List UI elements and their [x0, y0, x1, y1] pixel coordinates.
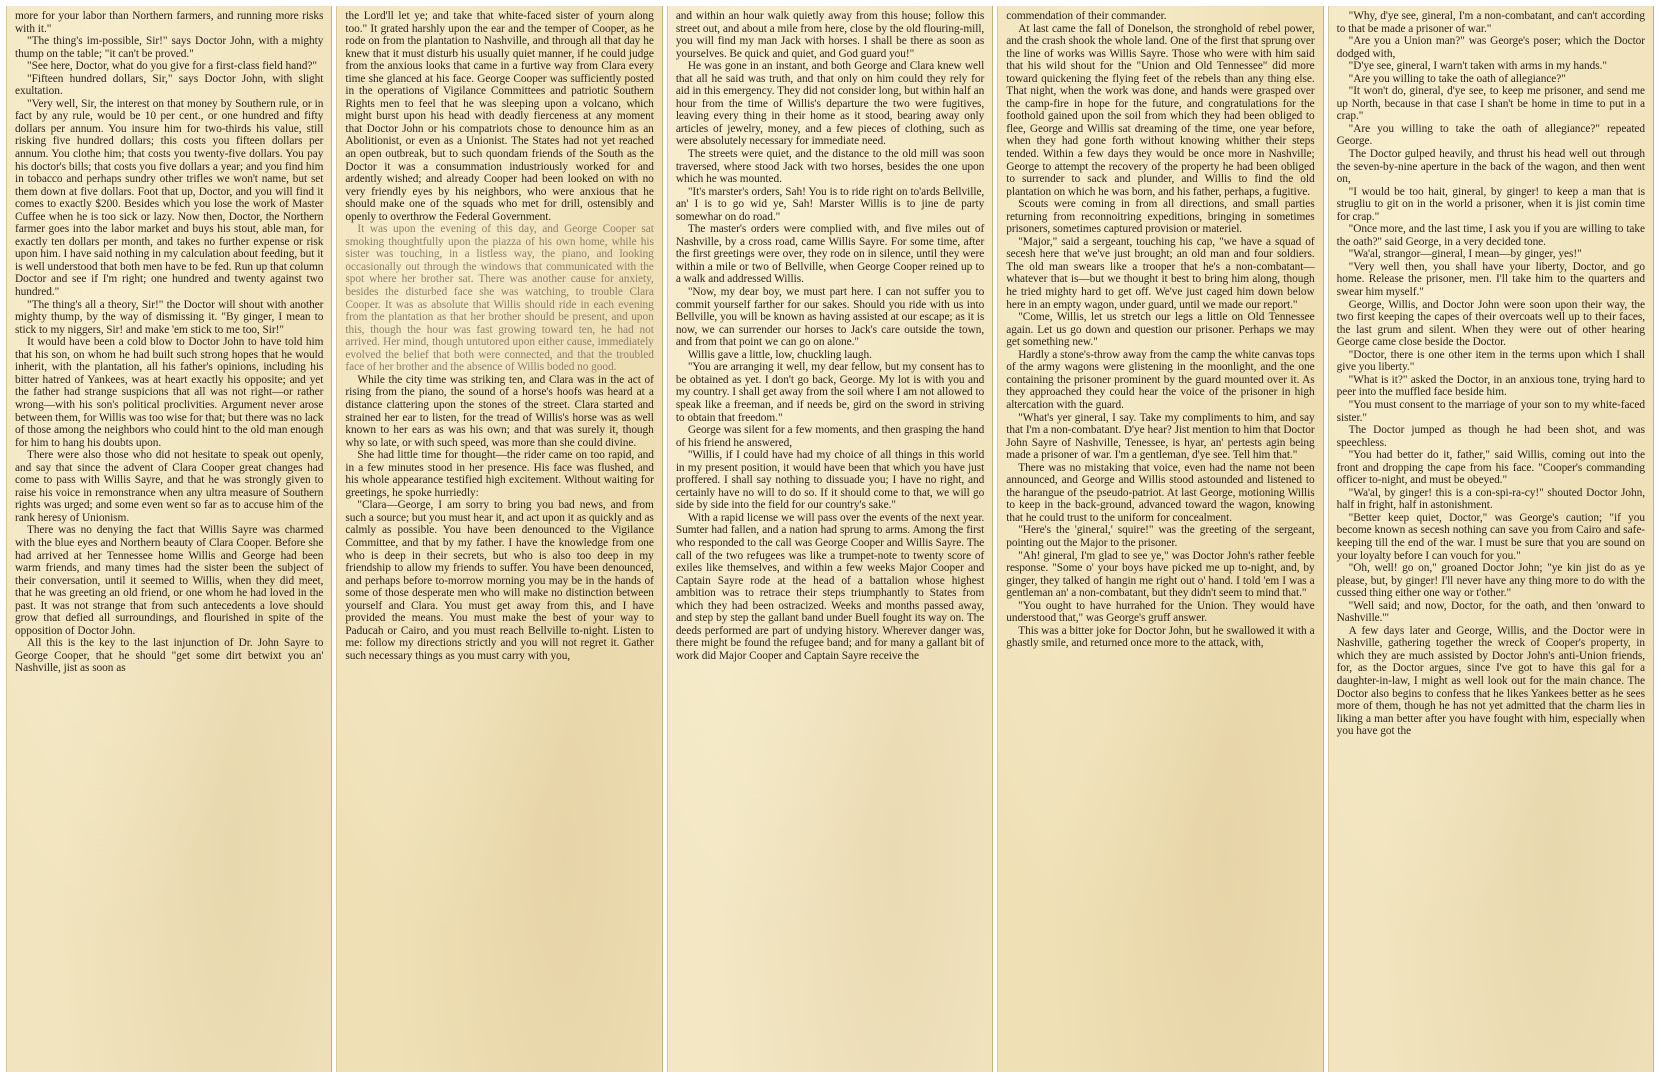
paragraph: "You are arranging it well, my dear fellow, but my consent has to be obtained as yet. I don't go back, George. My lot is with you and my country. I shall get away from the soil where I am not allowed to speak like a freeman, and if needs be, gird on the sword in striving to obtain that freedom." [675, 361, 985, 424]
paragraph: "You must consent to the marriage of your son to my white-faced sister." [1336, 398, 1646, 424]
paragraph: "It's marster's orders, Sah! You is to ride right on to'ards Bellville, an' I is to go wid ye, Sah! Marster Willis is to jine de party somewhar on do road." [675, 185, 985, 223]
paragraph: "You had better do it, father," said Willis, coming out into the front and dropping the cape from his face. "Cooper's commanding officer to-night, and must be obeyed." [1336, 449, 1646, 487]
paragraph: At last came the fall of Donelson, the stronghold of rebel power, and the crash shook the whole land. One of the first that sprung over the line of works was Willis Sayre. Those who were with him said that his wild shout for the "Union and Old Tennessee" did more toward quickening the flying feet of the rebels than any thing else. That night, when the work was done, and hands were grasped over the camp-fire in hope for the future, and congratulations for the foothold gained upon the soil from which they had been obliged to flee, George and Willis sat dreaming of the time, one year before, when they had gone forth without knowing whither their steps tended. Within a few days they would be once more in Nashville; George to attempt the recovery of the property he had been obliged to surrender to sack and plunder, and Willis to find the old plantation on which he was born, and his father, perhaps, a fugitive. [1006, 22, 1315, 198]
paragraph: "Better keep quiet, Doctor," was George's caution; "if you become known as secesh nothing can save you from Cairo and safe-keeping till the end of the war. I must be sure that you are sound on your loyalty before I can vouch for you." [1336, 511, 1646, 562]
text-column-4 [997, 6, 1323, 1072]
paragraph: "D'ye see, gineral, I warn't taken with arms in my hands." [1348, 60, 1607, 73]
paragraph: "What is it?" asked the Doctor, in an anxious tone, trying hard to peer into the muffled face beside him. [1336, 373, 1646, 399]
text-column-3 [667, 6, 993, 1072]
paragraph: George, Willis, and Doctor John were soon upon their way, the two first keeping the capes of their overcoats well up to their faces, the last grum and silent. When they were out of other hearing George came close beside the Doctor. [1336, 298, 1646, 349]
paragraph: "Now, my dear boy, we must part here. I can not suffer you to commit yourself farther for our sakes. Should you ride with us into Bellville, you will be known as having assisted at our escape; as it is now, we can surrender our horses to Jack's care outside the town, and from that point we can go on alone." [675, 286, 985, 349]
paragraph: "Oh, well! go on," groaned Doctor John; "ye kin jist do as ye please, but, by ginger! I'll never have any thing more to do with the cussed thing either one way or t'other." [1336, 562, 1646, 600]
paragraph: All this is the key to the last injunction of Dr. John Sayre to George Cooper, that he should "get some dirt betwixt you an' Nashville, jist as soon as [15, 637, 324, 675]
paragraph: "What's yer gineral, I say. Take my compliments to him, and say that I'm a non-combatant. D'ye hear? Jist mention to him that Doctor John Sayre of Nashville, Tenessee, is hyar, an' pertests agin being made a prisoner of war. I'm a gentleman, d'ye see. Tell him that." [1006, 411, 1315, 462]
paragraph: George was silent for a few moments, and then grasping the hand of his friend he answered, [675, 424, 985, 449]
paragraph: the Lord'll let ye; and take that white-faced sister of yourn along too." It grated harshly upon the ear and the temper of Cooper, as he rode on from the plantation to Nashville, and through all that day he knew that it must disturb his usually quiet manner, if he could judge from the anxious looks that came in a furtive way from Clara every time she glanced at his face. George Cooper was sufficiently posted in the operations of Vigilance Committees and patriotic Southern Rights men to feel that he was sleeping upon a volcano, which might burst upon his head with deadly fierceness at any moment that Doctor John or his compatriots chose to denounce him as an Abolitionist, or even as a Unionist. The States had not yet reached an open outbreak, but to such quondam friends of the South as the Doctor it was a consummation industriously worked for and ardently wished; and already Cooper had been looked on with no very friendly eyes by his neighbors, who were anxious that he should make one of the squads who met for drill, ostensibly and openly to overthrow the Federal Government. [345, 10, 654, 223]
paragraph: A few days later and George, Willis, and the Doctor were in Nashville, gathering together the wreck of Cooper's property, in which they are much assisted by Doctor John's anti-Union friends, for, as the Doctor argues, since I've got to have this gal for a daughter-in-law, I might as well look out for the main chance. The Doctor also begins to confess that he likes Yankees better as he sees more of them, though he has not yet admitted that the charm lies in liking a man better after you have fought with him, especially when you have got the [1336, 624, 1646, 738]
paragraph: "Wa'al, by ginger! this is a con-spi-ra-cy!" shouted Doctor John, half in fright, half in astonishment. [1336, 486, 1646, 512]
paragraph: "Clara—George, I am sorry to bring you bad news, and from such a source; but you must hear it, and act upon it as quickly and as calmly as possible. You have been denounced to the Vigilance Committee, and that by my father. I have the knowledge from one who is deep in their secrets, but who is also too deep in my friendship to allow my friends to suffer. You have been denounced, and perhaps before to-morrow morning you may be in the hands of some of those desperate men who will make no distinction between yourself and Clara. You must get away from this, and I have provided the means. You must make the best of your way to Paducah or Cairo, and you must reach Bellville to-night. Listen to me: follow my directions strictly and you will not regret it. Gather such necessary things as you must carry with you, [345, 499, 654, 662]
paragraph: With a rapid license we will pass over the events of the next year. Sumter had fallen, and a nation had sprung to arms. Among the first who responded to the call was George Cooper and Willis Sayre. The call of the two refugees was like a trumpet-note to twenty score of exiles like themselves, and within a few weeks Major Cooper and Captain Sayre rode at the head of a battalion whose highest ambition was to retrace their steps triumphantly to States from which they had been ostracized. Weeks and months passed away, and step by step the gallant band under Buell fought its way on. The deeds performed are part of undying history. Wherever danger was, there might be found the refugee band; and for many a gallant bit of work did Major Cooper and Captain Sayre receive the [675, 511, 985, 662]
paragraph: The Doctor jumped as though he had been shot, and was speechless. [1336, 424, 1646, 449]
paragraph: "See here, Doctor, what do you give for a first-class field hand?" [27, 60, 317, 73]
paragraph: "Are you willing to take the oath of allegiance?" [1348, 72, 1566, 85]
paragraph: The Doctor gulped heavily, and thrust his head well out through the seven-by-nine aperture in the back of the wagon, and then went on, [1336, 148, 1646, 186]
paragraph: It would have been a cold blow to Doctor John to have told him that his son, on whom he had built such strong hopes that he would inherit, with the plantation, all his father's opinions, including his bitter hatred of Yankees, was at heart exactly his opposite; and yet the father had strange suspicions that all was not right—or rather wrong—with his son's political proclivities. Argument never arose between them, for Willis was too wise for that; but there was no lack of those among the neighbors who could hint to the old man enough for him to hang his doubts upon. [15, 336, 324, 449]
paragraph: "Are you a Union man?" was George's poser; which the Doctor dodged with, [1336, 35, 1646, 60]
paragraph: This was a bitter joke for Doctor John, but he swallowed it with a ghastly smile, and returned once more to the attack, with, [1006, 624, 1315, 650]
text-column-1 [6, 6, 332, 1072]
text-column-2 [336, 6, 662, 1072]
paragraph: Scouts were coming in from all directions, and small parties returning from reconnoitring expeditions, bringing in sometimes prisoners, sometimes captured provision or materiel. [1006, 198, 1315, 236]
paragraph: "Why, d'ye see, gineral, I'm a non-combatant, and can't according to that be made a prisoner of war." [1336, 10, 1646, 35]
paragraph: The streets were quiet, and the distance to the old mill was soon traversed, where stood Jack with two horses, besides the one upon which he was mounted. [675, 148, 985, 186]
paragraph: "It won't do, gineral, d'ye see, to keep me prisoner, and send me up North, because in that case I shan't be home in time to put in a crap." [1336, 85, 1646, 123]
paragraph: "Once more, and the last time, I ask you if you are willing to take the oath?" said George, in a very decided tone. [1336, 223, 1646, 248]
paragraph: "The thing's im-possible, Sir!" says Doctor John, with a mighty thump on the table; "it can't be proved." [15, 35, 324, 60]
paragraph: "Come, Willis, let us stretch our legs a little on Old Tennessee again. Let us go down and question our prisoner. Perhaps we may get something new." [1006, 311, 1315, 349]
paragraph: "I would be too hait, gineral, by ginger! to keep a man that is strugliu to git on in the world a prisoner, when it is jist comin time for crap." [1336, 185, 1646, 223]
paragraph: "Doctor, there is one other item in the terms upon which I shall give you liberty." [1336, 348, 1646, 374]
paragraph: and within an hour walk quietly away from this house; follow this street out, and about a mile from here, close by the old flouring-mill, you will find my man Jack with horses. I shall be there as soon as yourselves. Be quick and quiet, and God guard you!" [675, 10, 985, 60]
paragraph: "Ah! gineral, I'm glad to see ye," was Doctor John's rather feeble response. "Some o' your boys have picked me up to-night, and, by ginger, they talked of hangin me right out o' hand. I told 'em I was a gentleman an' a non-combatant, but they didn't seem to mind that." [1006, 549, 1315, 600]
paragraph: commendation of their commander. [1006, 10, 1167, 22]
paragraph: "The thing's all a theory, Sir!" the Doctor will shout with another mighty thump, by the way of dismissing it. "By ginger, I mean to stick to my niggers, Sir! and make 'em stick to me too, Sir!" [15, 298, 324, 336]
paragraph: There were also those who did not hesitate to speak out openly, and say that since the advent of Clara Cooper great changes had come to pass with Willis Sayre, and that he was strongly given to raise his voice in remonstrance when any ultra measure of Southern rights was urged; and some even went so far as to accuse him of the rank heresy of Unionism. [15, 449, 324, 524]
paragraph: "Fifteen hundred dollars, Sir," says Doctor John, with slight exultation. [15, 72, 324, 98]
paragraph: There was no denying the fact that Willis Sayre was charmed with the blue eyes and Northern beauty of Clara Cooper. Before she had arrived at her Tennessee home Willis and George had been warm friends, and many times had the sister been the subject of their conversation, until it seemed to Willis, when they did meet, that he was greeting an old friend, or one whom he had loved in the past. It was not strange that from such antecedents a love should grow that defied all surroundings, and flourished in spite of the opposition of Doctor John. [15, 524, 324, 637]
paragraph: "Well said; and now, Doctor, for the oath, and then 'onward to Nashville.'" [1336, 599, 1646, 625]
paragraph: more for your labor than Northern farmers, and running more risks with it." [15, 10, 324, 35]
paragraph: While the city time was striking ten, and Clara was in the act of rising from the piano, the sound of a horse's hoofs was heard at a distance clattering upon the stones of the street. Clara started and strained her ear to listen, for the tread of Willis's horse was as well known to her ears as was his own; and that was surely it, though why so late, or with such speed, was more than she could divine. [345, 373, 654, 449]
paragraph: "Are you willing to take the oath of allegiance?" repeated George. [1336, 122, 1646, 148]
text-column-5 [1328, 6, 1654, 1072]
paragraph: "Very well, Sir, the interest on that money by Southern rule, or in fact by any rule, would be 10 per cent., or one hundred and fifty dollars per annum. You insure him for two-thirds his value, still risking five hundred dollars; this costs you fifteen dollars per annum. You clothe him; that costs you twenty-five dollars. You pay his doctor's bills; that costs you five dollars a year; and you find him in tobacco and perhaps sundry other trifles we won't name, but set them down at five dollars. Foot that up, Doctor, and you will find it comes to exactly $200. Besides which you lose the work of Master Cuffee when he is too sick or lazy. Now then, Doctor, the Northern farmer goes into the labor market and buys his stout, able man, for exactly ten dollars per month, and takes no further expense or risk upon him. I have said nothing in my calculation about feeding, but it is well understood that both men have to be fed. Run up that column Doctor and see if I'm right; one hundred and twenty against two hundred." [15, 97, 324, 299]
paragraph: "You ought to have hurrahed for the Union. They would have understood that," was George's gruff answer. [1006, 599, 1315, 625]
paragraph: It was upon the evening of this day, and George Cooper sat smoking thoughtfully upon the piazza of his own home, while his sister was touching, in a listless way, the piano, and looking occasionally out through the windows that communicated with the spot where her brother sat. There was another cause for anxiety, besides the disturbed face she was watching, to trouble Clara Cooper. It was as absolute that Willis should ride in each evening from the plantation as that her brother should be present, and upon this, though the hour was fast growing toward ten, he had not arrived. Her mind, though untutored upon either cause, immediately evolved the belief that both were connected, and that the troubled face of her brother and the absence of Willis boded no good. [345, 223, 654, 374]
paragraph: "Major," said a sergeant, touching his cap, "we have a squad of secesh here that we've just brought; an old man and four soldiers. The old man swears like a trooper that he's a non-combatant—whatever that is—but we thought it best to bring him along, though he tried mighty hard to get off. We've just caged him down below here in an empty wagon, under guard, until we made our report." [1006, 235, 1315, 311]
paragraph: "Wa'al, strangor—gineral, I mean—by ginger, yes!" [1348, 248, 1582, 261]
paragraph: She had little time for thought—the rider came on too rapid, and in a few minutes stood in her presence. His face was flushed, and his whole appearance testified high excitement. Without waiting for greetings, he spoke hurriedly: [345, 449, 654, 499]
paragraph: "Willis, if I could have had my choice of all things in this world in my present position, it would have been that which you have just proffered. I shall say nothing to dissuade you; I have no right, and certainly have no will to do so. If it should come to that, we will go side by side into the field for our country's sake." [675, 449, 985, 512]
paragraph: Hardly a stone's-throw away from the camp the white canvas tops of the army wagons were glistening in the moonlight, and the one containing the prisoner prominent by the guard mounted over it. As they approached they could hear the voice of the prisoner in high altercation with the guard. [1006, 348, 1315, 411]
paragraph: "Here's the 'gineral,' squire!" was the greeting of the sergeant, pointing out the Major to the prisoner. [1006, 524, 1315, 549]
paragraph: The master's orders were complied with, and five miles out of Nashville, by a cross road, came Willis Sayre. For some time, after the first greetings were over, they rode on in silence, until they were within a mile or two of Bellville, when George Cooper reined up to a walk and addressed Willis. [675, 223, 985, 286]
paragraph: There was no mistaking that voice, even had the name not been announced, and George and Willis stood astounded and listened to the harangue of the pseudo-patriot. At last George, motioning Willis to keep in the back-ground, advanced toward the wagon, knowing that he could trust to the uniform for concealment. [1006, 461, 1315, 524]
paragraph: Willis gave a little, low, chuckling laugh. [687, 348, 872, 361]
paragraph: He was gone in an instant, and both George and Clara knew well that all he said was truth, and that only on him could they rely for aid in this emergency. They did not consider long, but within half an hour from the time of Willis's departure the two were fugitives, leaving every thing in their home as it stood, bearing away only articles of jewelry, money, and a few pieces of clothing, such as were absolutely necessary for immediate need. [675, 60, 985, 148]
paragraph: "Very well then, you shall have your liberty, Doctor, and go home. Release the prisoner, men. I'll take him to the quarters and swear him myself." [1336, 260, 1646, 299]
